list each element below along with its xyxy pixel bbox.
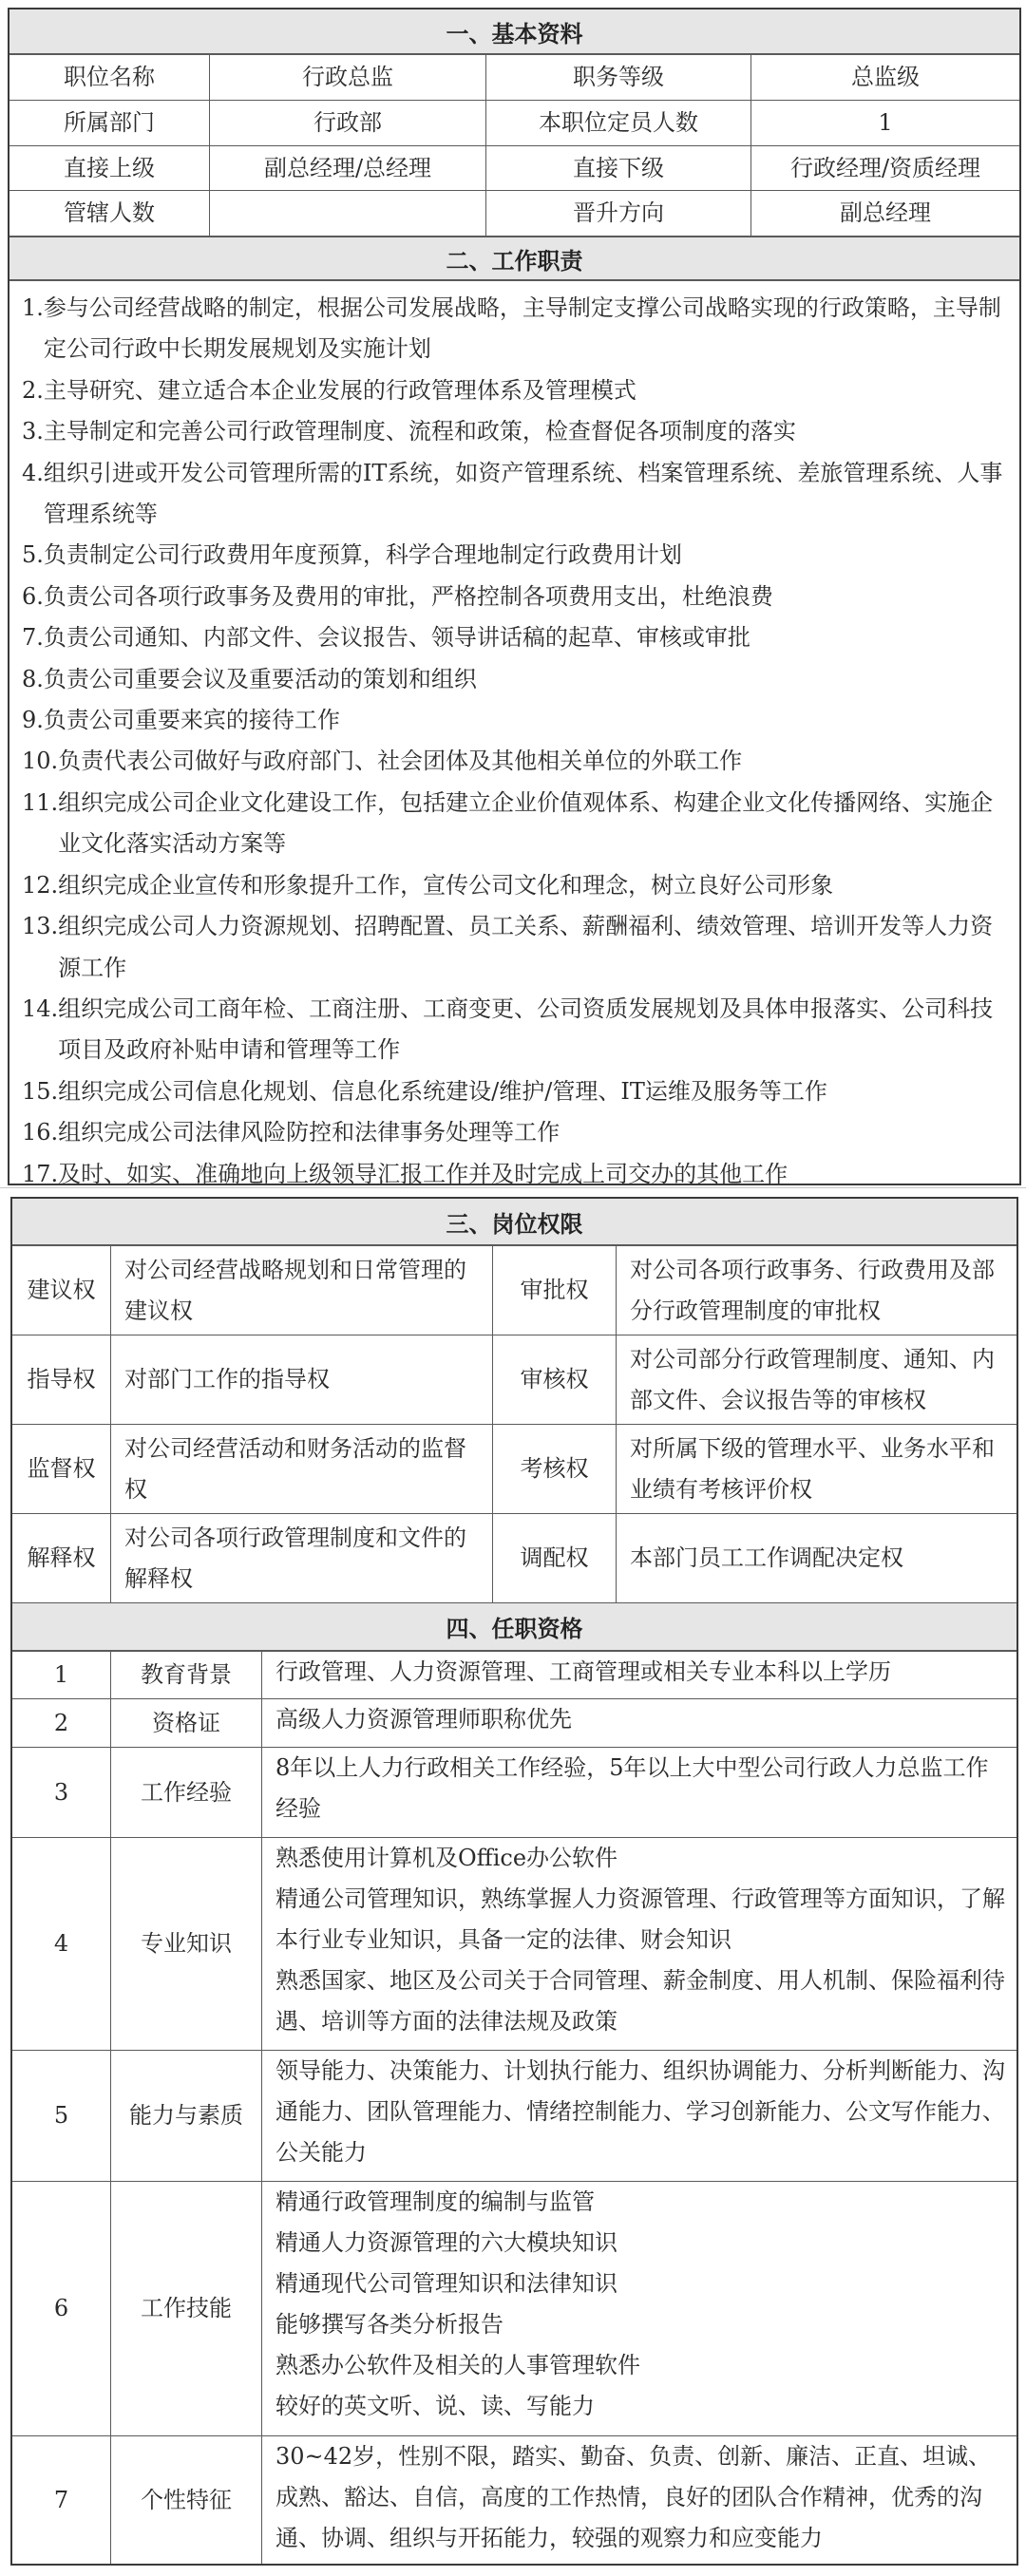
list-item: 7. 负责公司通知、内部文件、会议报告、领导讲话稿的起草、审核或审批 [22,624,750,652]
label-cell: 职位名称 [10,55,210,100]
list-item: 4. 组织引进或开发公司管理所需的IT系统，如资产管理系统、档案管理系统、差旅管理系统、人事管理系统等 [22,459,1003,528]
authority-label: 监督权 [12,1425,111,1513]
table-row [12,2051,1016,2182]
list-item: 14. 组织完成公司工商年检、工商注册、工商变更、公司资质发展规划及具体申报落实、公司科技项目及政府补贴申请和管理等工作 [22,994,994,1064]
list-item: 16. 组织完成公司法律风险防控和法律事务处理等工作 [22,1119,560,1146]
value-cell: 行政总监 [210,55,486,100]
section-header-qualifications: 四、任职资格 [12,1603,1016,1652]
authority-and-qualifications-table [10,1197,1018,2566]
list-item: 15. 组织完成公司信息化规划、信息化系统建设/维护/管理、IT运维及服务等工作 [22,1077,827,1105]
qualification-detail: 领导能力、决策能力、计划执行能力、组织协调能力、分析判断能力、沟通能力、团队管理能力、情绪控制能力、学习创新能力、公文写作能力、公关能力 [276,2057,1005,2166]
value-cell: 总监级 [851,64,920,90]
row-number: 3 [12,1748,111,1837]
table-row [10,146,1019,191]
basic-info-and-duties-table [8,8,1021,1185]
qualification-item: 专业知识 [111,1838,262,2050]
row-number: 4 [12,1838,111,2050]
table-row [10,55,1019,101]
list-item: 10. 负责代表公司做好与政府部门、社会团体及其他相关单位的外联工作 [22,748,743,775]
table-row [12,1699,1016,1748]
list-item: 1. 参与公司经营战略的制定，根据公司发展战略，主导制定支撑公司战略实现的行政策略，主导制定公司行政中长期发展规划及实施计划 [22,294,1001,363]
table-row [12,1652,1016,1699]
row-number: 6 [12,2182,111,2435]
authority-desc: 对公司各项行政管理制度和文件的解释权 [111,1514,493,1602]
label-cell: 本职位定员人数 [486,101,751,145]
value-cell: 副总经理/总经理 [210,146,486,190]
table-row [12,1838,1016,2051]
value-cell [210,191,486,236]
table-row [12,1514,1016,1603]
label-cell: 直接下级 [486,146,751,190]
qualification-item: 个性特征 [111,2436,262,2564]
authority-label: 解释权 [12,1514,111,1602]
authority-desc: 对公司各项行政事务、行政费用及部分行政管理制度的审批权 [630,1256,995,1324]
authority-desc: 对部门工作的指导权 [111,1335,493,1424]
list-item: 8. 负责公司重要会议及重要活动的策划和组织 [22,665,477,692]
label-cell: 职务等级 [486,55,751,100]
section-header-duties: 二、工作职责 [10,237,1019,281]
list-item: 5. 负责制定公司行政费用年度预算，科学合理地制定行政费用计划 [22,541,682,569]
value-cell: 副总经理 [840,199,931,226]
authority-desc: 对公司部分行政管理制度、通知、内部文件、会议报告等的审核权 [630,1345,995,1413]
table-row [12,2436,1016,2564]
row-number: 1 [12,1652,111,1698]
label-cell: 所属部门 [10,101,210,145]
divider [0,1187,1026,1188]
qualification-detail: 30~42岁，性别不限，踏实、勤奋、负责、创新、廉洁、正直、坦诚、成熟、豁达、自信，高度的工作热情，良好的团队合作精神，优秀的沟通、协调、组织与开拓能力，较强的观察力和应变能力 [276,2443,992,2551]
row-number: 5 [12,2051,111,2181]
value-cell: 1 [878,109,893,136]
table-row [10,191,1019,237]
qualification-item: 教育背景 [111,1652,262,1698]
authority-label: 审批权 [493,1246,617,1335]
table-row [12,1425,1016,1514]
authority-label: 指导权 [12,1335,111,1424]
authority-desc: 对公司经营活动和财务活动的监督权 [111,1425,493,1513]
value-cell: 行政经理/资质经理 [789,154,981,181]
label-cell: 直接上级 [10,146,210,190]
label-cell: 管辖人数 [10,191,210,236]
list-item: 6. 负责公司各项行政事务及费用的审批，严格控制各项费用支出，杜绝浪费 [22,582,773,610]
qualification-item: 资格证 [111,1699,262,1747]
value-cell: 行政部 [210,101,486,145]
authority-label: 考核权 [493,1425,617,1513]
row-number: 7 [12,2436,111,2564]
authority-desc: 对所属下级的管理水平、业务水平和业绩有考核评价权 [630,1434,995,1503]
row-number: 2 [12,1699,111,1747]
authority-desc: 本部门员工工作调配决定权 [630,1544,903,1571]
qualification-detail: 精通行政管理制度的编制与监管 精通人力资源管理的六大模块知识 精通现代公司管理知识和法律知识 能够撰写各类分析报告 熟悉办公软件及相关的人事管理软件 较好的英文听、说、读、写能力 [276,2188,640,2419]
list-item: 9. 负责公司重要来宾的接待工作 [22,707,340,734]
list-item: 2. 主导研究、建立适合本企业发展的行政管理体系及管理模式 [22,376,636,404]
authority-label: 审核权 [493,1335,617,1424]
qualification-detail: 8年以上人力行政相关工作经验，5年以上大中型公司行政人力总监工作经验 [276,1754,989,1822]
label-cell: 晋升方向 [486,191,751,236]
table-row [12,2182,1016,2436]
table-row [10,101,1019,146]
qualification-detail: 熟悉使用计算机及Office办公软件 精通公司管理知识，熟练掌握人力资源管理、行政管理等方面知识，了解本行业专业知识，具备一定的法律、财会知识 熟悉国家、地区及公司关于合同管理、薪金制度、用人机制、保险福利待遇、培训等方面的法律法规及政策 [276,1845,1005,2035]
list-item: 12. 组织完成企业宣传和形象提升工作，宣传公司文化和理念，树立良好公司形象 [22,871,834,899]
authority-label: 调配权 [493,1514,617,1602]
table-row [12,1246,1016,1335]
table-row [12,1335,1016,1425]
section-header-basic-info: 一、基本资料 [10,9,1019,55]
qualification-item: 能力与素质 [111,2051,262,2181]
table-row [12,1748,1016,1838]
list-item: 13. 组织完成公司人力资源规划、招聘配置、员工关系、薪酬福利、绩效管理、培训开发等人力资源工作 [22,913,994,981]
duties-list [10,282,1019,1195]
qualification-item: 工作经验 [111,1748,262,1837]
authority-label: 建议权 [12,1246,111,1335]
qualification-detail: 行政管理、人力资源管理、工商管理或相关专业本科以上学历 [276,1658,891,1685]
qualification-detail: 高级人力资源管理师职称优先 [276,1706,572,1733]
list-item: 3. 主导制定和完善公司行政管理制度、流程和政策，检查督促各项制度的落实 [22,418,796,445]
section-header-authority: 三、岗位权限 [12,1199,1016,1246]
list-item: 11. 组织完成公司企业文化建设工作，包括建立企业价值观体系、构建企业文化传播网络、实施企业文化落实活动方案等 [22,788,994,858]
list-item: 17. 及时、如实、准确地向上级领导汇报工作并及时完成上司交办的其他工作 [22,1160,788,1187]
authority-desc: 对公司经营战略规划和日常管理的建议权 [111,1246,493,1335]
qualification-item: 工作技能 [111,2182,262,2435]
